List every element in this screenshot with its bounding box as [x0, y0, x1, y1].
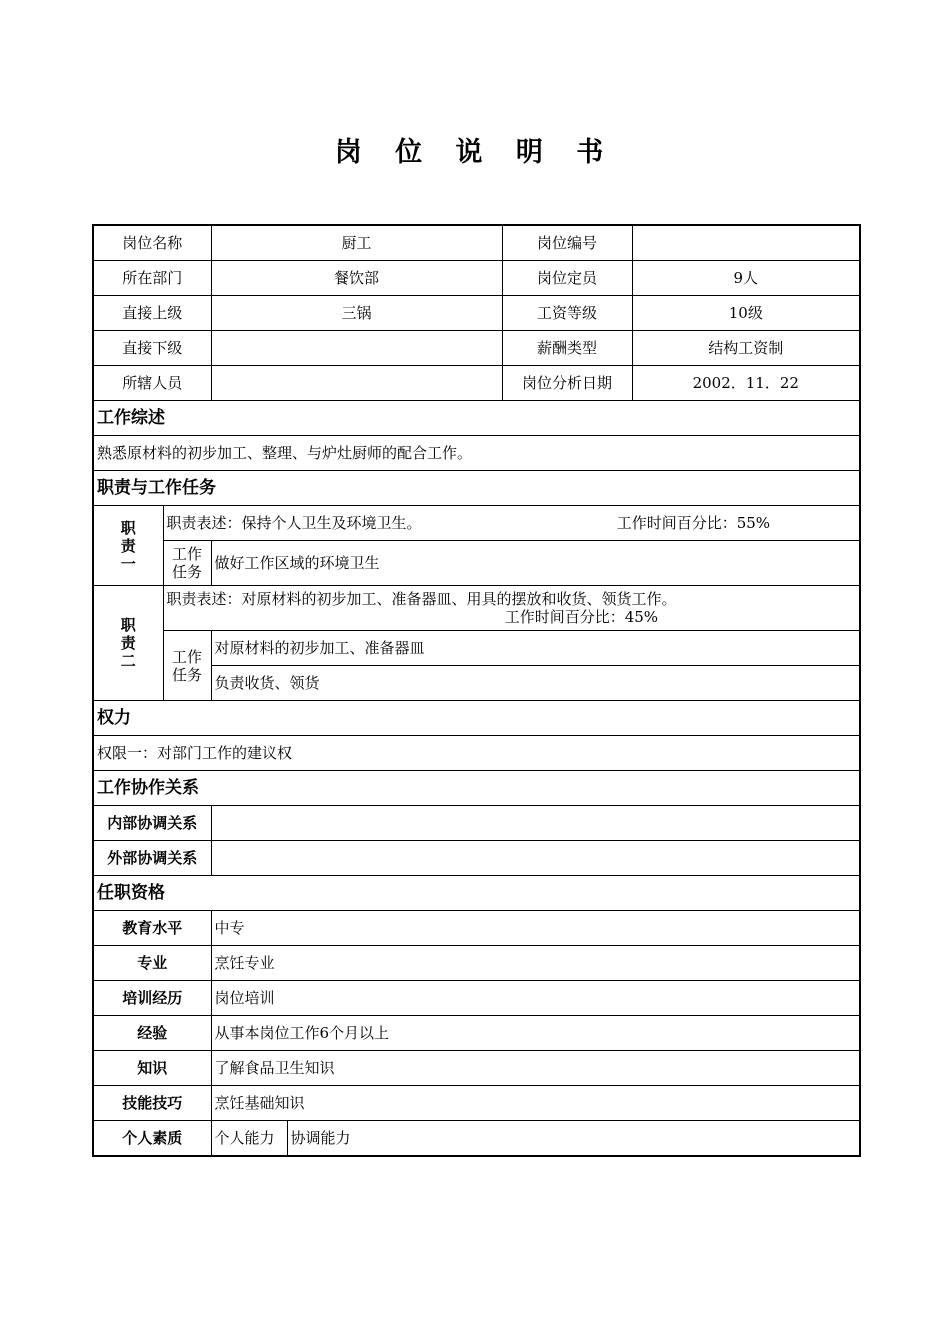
duty1-task-label: 工作 任务	[163, 541, 211, 586]
duty2-description-cell	[163, 586, 860, 631]
major-value: 烹饪专业	[211, 946, 860, 981]
knowledge-value: 了解食品卫生知识	[211, 1051, 860, 1086]
duty2-task-label: 工作 任务	[163, 631, 211, 701]
subordinate-value	[211, 331, 502, 366]
personal-quality-label: 个人素质	[93, 1121, 211, 1157]
summary-heading: 工作综述	[93, 401, 860, 436]
qualifications-heading: 任职资格	[93, 876, 860, 911]
training-label: 培训经历	[93, 981, 211, 1016]
duties-heading: 职责与工作任务	[93, 471, 860, 506]
duty1-task-1: 做好工作区域的环境卫生	[211, 541, 860, 586]
department-label: 所在部门	[93, 261, 211, 296]
relations-heading: 工作协作关系	[93, 771, 860, 806]
experience-value: 从事本岗位工作6个月以上	[211, 1016, 860, 1051]
pay-type-value: 结构工资制	[632, 331, 860, 366]
knowledge-label: 知识	[93, 1051, 211, 1086]
internal-relations-label: 内部协调关系	[93, 806, 211, 841]
duty1-percentage: 工作时间百分比：55%	[616, 514, 771, 532]
job-description-table	[92, 224, 861, 1157]
staff-quota-value: 9人	[632, 261, 860, 296]
authority-heading: 权力	[93, 701, 860, 736]
superior-value: 三锅	[211, 296, 502, 331]
summary-text: 熟悉原材料的初步加工、整理、与炉灶厨师的配合工作。	[93, 436, 860, 471]
external-relations-value	[211, 841, 860, 876]
duty1-description-cell	[163, 506, 860, 541]
managed-staff-label: 所辖人员	[93, 366, 211, 401]
salary-grade-label: 工资等级	[502, 296, 632, 331]
authority-text: 权限一：对部门工作的建议权	[93, 736, 860, 771]
duty2-task-1: 对原材料的初步加工、准备器皿	[211, 631, 860, 666]
superior-label: 直接上级	[93, 296, 211, 331]
page-title: 岗 位 说 明 书	[334, 137, 616, 168]
duty2-percentage: 工作时间百分比：45%	[504, 608, 659, 626]
major-label: 专业	[93, 946, 211, 981]
skills-label: 技能技巧	[93, 1086, 211, 1121]
position-code-value	[632, 225, 860, 261]
skills-value: 烹饪基础知识	[211, 1086, 860, 1121]
duty2-description: 职责表述：对原材料的初步加工、准备器皿、用具的摆放和收货、领货工作。	[166, 590, 677, 608]
duty1-description: 职责表述：保持个人卫生及环境卫生。	[166, 514, 422, 532]
training-value: 岗位培训	[211, 981, 860, 1016]
duty1-label: 职 责 一	[93, 506, 163, 586]
department-value: 餐饮部	[211, 261, 502, 296]
position-name-value: 厨工	[211, 225, 502, 261]
education-label: 教育水平	[93, 911, 211, 946]
managed-staff-value	[211, 366, 502, 401]
pay-type-label: 薪酬类型	[502, 331, 632, 366]
duty2-label: 职 责 二	[93, 586, 163, 701]
position-name-label: 岗位名称	[93, 225, 211, 261]
internal-relations-value	[211, 806, 860, 841]
analysis-date-label: 岗位分析日期	[502, 366, 632, 401]
staff-quota-label: 岗位定员	[502, 261, 632, 296]
personal-quality-sub: 个人能力	[211, 1121, 287, 1157]
subordinate-label: 直接下级	[93, 331, 211, 366]
duty2-task-2: 负责收货、领货	[211, 666, 860, 701]
external-relations-label: 外部协调关系	[93, 841, 211, 876]
personal-quality-value: 协调能力	[287, 1121, 860, 1157]
education-value: 中专	[211, 911, 860, 946]
salary-grade-value: 10级	[632, 296, 860, 331]
experience-label: 经验	[93, 1016, 211, 1051]
position-code-label: 岗位编号	[502, 225, 632, 261]
analysis-date-value: 2002．11．22	[632, 366, 860, 401]
